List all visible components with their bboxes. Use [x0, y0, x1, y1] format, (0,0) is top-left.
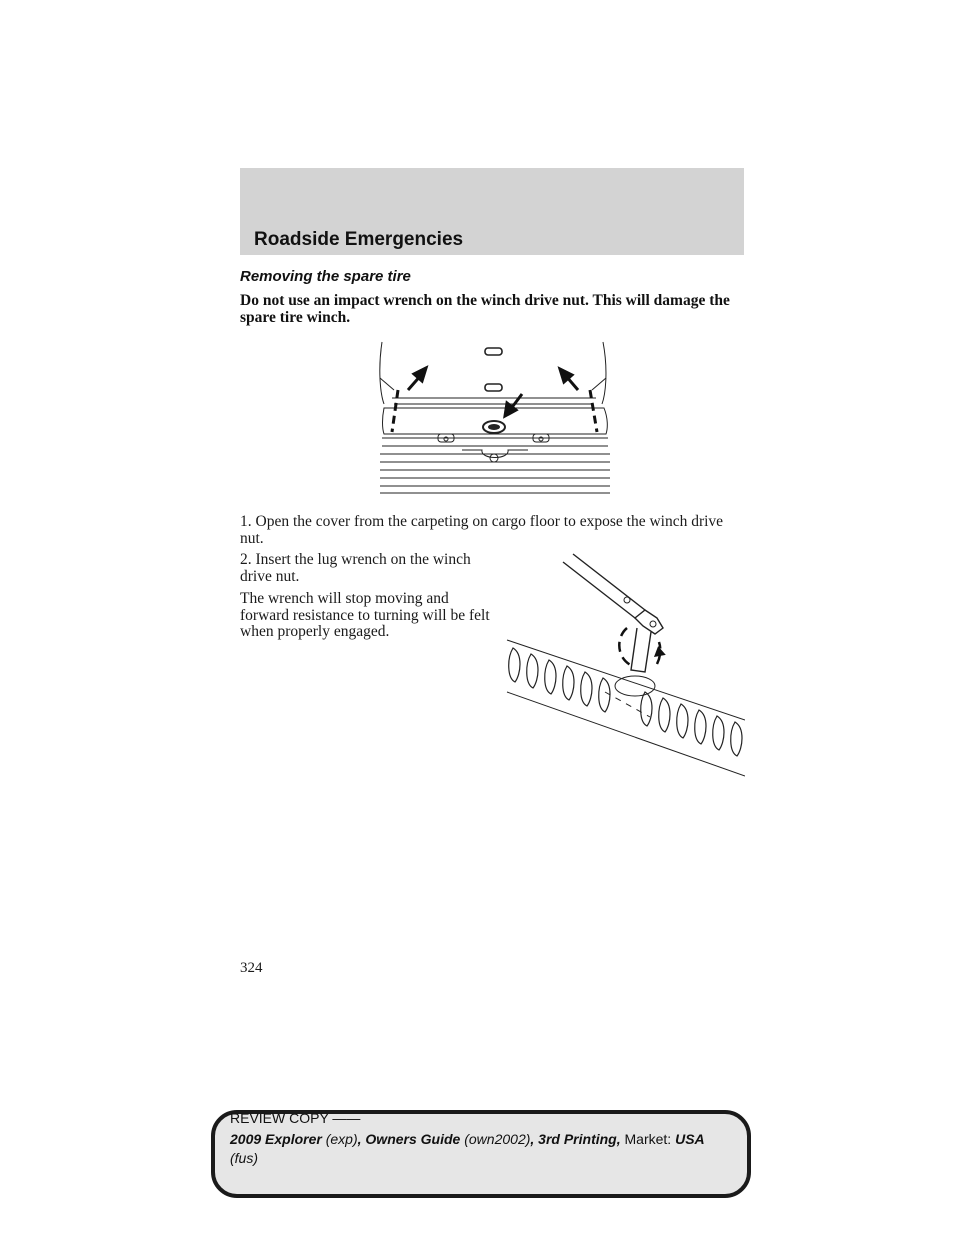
footer-market-label: Market:: [624, 1131, 672, 1147]
cargo-floor-cover-diagram: [370, 338, 620, 500]
footer-market-code: (fus): [230, 1150, 258, 1166]
footer-model: 2009 Explorer: [230, 1131, 322, 1147]
footer-review-copy: REVIEW COPY ——: [230, 1110, 361, 1126]
step-1-text: 1. Open the cover from the carpeting on cargo floor to expose the winch drive nut.: [240, 513, 724, 547]
step-2-text: 2. Insert the lug wrench on the winch drive nut.: [240, 551, 471, 585]
subheading: Removing the spare tire: [240, 268, 411, 285]
footer-market: USA: [675, 1131, 705, 1147]
section-title: Roadside Emergencies: [254, 229, 464, 250]
engagement-note: The wrench will stop moving and forward resistance to turning will be felt when properly engaged.: [240, 590, 490, 640]
footer-printing: , 3rd Printing,: [530, 1131, 621, 1147]
footer-model-code: (exp): [325, 1131, 358, 1147]
lug-wrench-on-winch-nut-diagram: [505, 552, 745, 778]
page-number: 324: [240, 960, 263, 976]
footer-guide-code: (own2002): [464, 1131, 531, 1147]
footer-guide: , Owners Guide: [357, 1131, 461, 1147]
footer-publication-info: [230, 1130, 735, 1168]
warning-text: Do not use an impact wrench on the winch drive nut. This will damage the spare tire winch.: [240, 292, 730, 326]
